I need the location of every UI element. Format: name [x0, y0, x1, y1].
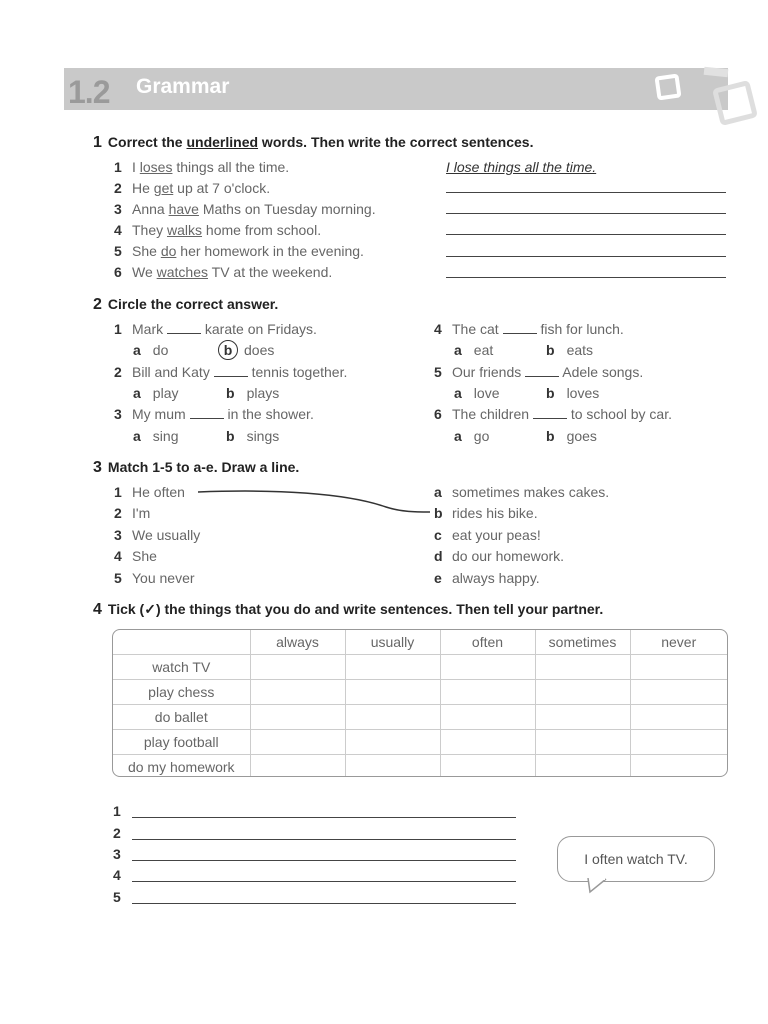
item-text: fish for lunch.	[536, 321, 624, 337]
line-number: 2	[113, 825, 121, 841]
tick-cell[interactable]	[250, 730, 345, 755]
item-text: sometimes makes cakes.	[452, 484, 610, 500]
item-text: eat your peas!	[452, 527, 541, 543]
tick-cell[interactable]	[440, 705, 535, 730]
ex2-item	[114, 320, 317, 338]
ex3-left-item[interactable]	[114, 504, 150, 522]
item-letter: a	[434, 484, 442, 500]
ex2-option-a[interactable]	[133, 384, 178, 402]
ex3-left-item[interactable]	[114, 547, 157, 565]
item-letter: b	[434, 505, 443, 521]
instruction-text: Tick (✓) the things that you do and write sentences. Then tell your partner.	[107, 601, 604, 617]
item-text: My mum	[132, 406, 190, 422]
item-text: The children	[452, 406, 533, 422]
exercise-number: 4	[93, 601, 102, 618]
item-letter: c	[434, 527, 442, 543]
ex2-option-b[interactable]	[226, 384, 279, 402]
ex2-option-a[interactable]	[133, 341, 168, 359]
item-text: She	[132, 243, 161, 259]
item-number: 2	[114, 180, 122, 196]
instruction-underlined-word: underlined	[186, 134, 259, 150]
frequency-table	[112, 629, 728, 777]
option-letter: a	[454, 428, 462, 444]
decorative-square-icon	[712, 80, 758, 126]
option-letter: b	[226, 385, 235, 401]
table-row	[113, 655, 727, 680]
answer-line[interactable]	[446, 192, 726, 193]
column-header: always	[250, 630, 345, 655]
table-row	[113, 680, 727, 705]
tick-cell[interactable]	[535, 655, 630, 680]
ex3-right-item[interactable]	[434, 483, 609, 501]
underlined-word: do	[160, 243, 177, 259]
item-text: You never	[132, 570, 195, 586]
option-text: eat	[473, 342, 494, 358]
column-header: never	[630, 630, 727, 655]
ex3-left-item[interactable]	[114, 569, 195, 587]
gap-blank	[167, 321, 201, 334]
item-text: always happy.	[452, 570, 540, 586]
item-letter: e	[434, 570, 442, 586]
ex2-option-a[interactable]	[454, 384, 499, 402]
ex2-item	[434, 405, 672, 423]
option-letter: a	[133, 385, 141, 401]
speech-bubble: I often watch TV.	[557, 836, 715, 882]
instruction-text: Circle the correct answer.	[107, 296, 279, 312]
tick-cell[interactable]	[440, 655, 535, 680]
gap-blank	[214, 364, 248, 377]
item-text: Maths on Tuesday morning.	[198, 201, 376, 217]
underlined-word: walks	[167, 222, 203, 238]
speech-bubble-tail-icon	[586, 878, 610, 894]
ex2-option-a[interactable]	[454, 341, 493, 359]
tick-cell[interactable]	[440, 755, 535, 778]
ex2-item	[114, 363, 347, 381]
row-label: play chess	[113, 680, 250, 705]
item-text: Adele songs.	[559, 364, 644, 380]
tick-cell[interactable]	[440, 680, 535, 705]
row-label: watch TV	[113, 655, 250, 680]
ex3-left-item[interactable]	[114, 483, 185, 501]
ex1-item	[114, 179, 270, 197]
item-text: do our homework.	[452, 548, 565, 564]
writing-line[interactable]	[132, 881, 516, 882]
ex1-item	[114, 221, 321, 239]
tick-cell[interactable]	[535, 755, 630, 778]
ex2-option-b[interactable]	[226, 427, 279, 445]
tick-cell[interactable]	[345, 755, 440, 778]
item-text: Mark	[132, 321, 167, 337]
tick-cell[interactable]	[630, 705, 727, 730]
ex2-option-b[interactable]	[546, 427, 597, 445]
tick-cell[interactable]	[630, 655, 727, 680]
table-row	[113, 730, 727, 755]
ex1-item	[114, 200, 376, 218]
item-number: 6	[114, 264, 122, 280]
item-letter: d	[434, 548, 443, 564]
item-text: things all the time.	[172, 159, 290, 175]
row-label: play football	[113, 730, 250, 755]
gap-blank	[190, 406, 224, 419]
instruction-text: Match 1-5 to a-e. Draw a line.	[107, 459, 300, 475]
option-text: do	[152, 342, 169, 358]
ex3-right-item[interactable]	[434, 526, 541, 544]
item-number: 1	[114, 321, 122, 337]
item-text: We usually	[132, 527, 201, 543]
option-text: does	[244, 342, 275, 358]
exercise-1-heading	[93, 133, 533, 152]
tick-cell[interactable]	[250, 655, 345, 680]
item-number: 4	[434, 321, 442, 337]
item-text: He often	[132, 484, 185, 500]
exercise-number: 3	[93, 459, 102, 476]
writing-line[interactable]	[132, 839, 516, 840]
underlined-word: loses	[139, 159, 173, 175]
ex1-item	[114, 158, 289, 176]
item-text: tennis together.	[247, 364, 348, 380]
instruction-text: words. Then write the correct sentences.	[258, 134, 534, 150]
tick-cell[interactable]	[250, 705, 345, 730]
option-letter: b	[546, 342, 555, 358]
answer-line[interactable]	[446, 234, 726, 235]
option-letter: a	[133, 342, 141, 358]
underlined-word: watches	[156, 264, 208, 280]
tick-cell[interactable]	[440, 730, 535, 755]
item-text: The cat	[452, 321, 503, 337]
item-number: 4	[114, 222, 122, 238]
item-text: I	[132, 159, 140, 175]
tick-cell[interactable]	[250, 755, 345, 778]
item-text: She	[132, 548, 157, 564]
item-text: Bill and Katy	[132, 364, 214, 380]
line-number: 5	[113, 889, 121, 905]
item-text: home from school.	[202, 222, 322, 238]
item-number: 2	[114, 364, 122, 380]
item-text: We	[132, 264, 157, 280]
item-number: 3	[114, 406, 122, 422]
item-text: in the shower.	[223, 406, 314, 422]
tick-cell[interactable]	[630, 755, 727, 778]
tick-cell[interactable]	[250, 680, 345, 705]
ex2-item	[434, 363, 643, 381]
tick-cell[interactable]	[345, 655, 440, 680]
option-text: sings	[246, 428, 280, 444]
underlined-word: have	[168, 201, 199, 217]
tick-cell[interactable]	[630, 730, 727, 755]
option-text: play	[152, 385, 179, 401]
underlined-word: get	[153, 180, 174, 196]
tick-cell[interactable]	[535, 730, 630, 755]
option-text: sing	[152, 428, 179, 444]
option-text: go	[473, 428, 490, 444]
writing-line[interactable]	[132, 817, 516, 818]
item-text: TV at the weekend.	[208, 264, 333, 280]
item-number: 5	[114, 570, 122, 586]
ex2-option-a[interactable]	[133, 427, 178, 445]
writing-line[interactable]	[132, 903, 516, 904]
ex2-option-b[interactable]	[546, 384, 599, 402]
item-number: 3	[114, 527, 122, 543]
answer-line[interactable]	[446, 213, 726, 214]
gap-blank	[503, 321, 537, 334]
row-label: do ballet	[113, 705, 250, 730]
exercise-number: 1	[93, 134, 102, 151]
item-number: 2	[114, 505, 122, 521]
option-text: loves	[566, 385, 600, 401]
tick-cell[interactable]	[535, 680, 630, 705]
table-row	[113, 755, 727, 778]
answer-line[interactable]	[446, 277, 726, 278]
row-label: do my homework	[113, 755, 250, 778]
instruction-text: Correct the	[107, 134, 187, 150]
item-number: 3	[114, 201, 122, 217]
option-letter: b	[546, 428, 555, 444]
tick-cell[interactable]	[345, 680, 440, 705]
column-header: sometimes	[535, 630, 630, 655]
exercise-number: 2	[93, 296, 102, 313]
item-number: 5	[114, 243, 122, 259]
section-number: 1.2	[68, 74, 110, 110]
ex3-left-item[interactable]	[114, 526, 200, 544]
ex3-right-item[interactable]	[434, 504, 538, 522]
option-letter: b	[226, 428, 235, 444]
circled-answer-letter: b	[218, 340, 238, 360]
item-text: Anna	[132, 201, 169, 217]
item-text: karate on Fridays.	[201, 321, 317, 337]
example-answer: I lose things all the time.	[446, 159, 597, 175]
option-text: goes	[566, 428, 597, 444]
item-text: up at 7 o'clock.	[173, 180, 271, 196]
item-number: 5	[434, 364, 442, 380]
exercise-3-heading	[93, 458, 299, 477]
item-number: 1	[114, 484, 122, 500]
item-text: They	[132, 222, 168, 238]
option-text: eats	[566, 342, 594, 358]
ex2-option-b[interactable]	[218, 340, 274, 360]
table-row	[113, 705, 727, 730]
option-text: plays	[246, 385, 280, 401]
tick-cell[interactable]	[345, 730, 440, 755]
tick-cell[interactable]	[630, 680, 727, 705]
option-letter: a	[454, 385, 462, 401]
ex3-right-item[interactable]	[434, 569, 540, 587]
tick-cell[interactable]	[535, 705, 630, 730]
table-corner-cell	[113, 630, 250, 655]
item-number: 6	[434, 406, 442, 422]
exercise-4-heading	[93, 600, 603, 619]
ex2-option-a[interactable]	[454, 427, 489, 445]
ex2-item	[434, 320, 624, 338]
item-text: Our friends	[452, 364, 526, 380]
column-header: usually	[345, 630, 440, 655]
line-number: 4	[113, 867, 121, 883]
item-text: rides his bike.	[452, 505, 538, 521]
ex1-item	[114, 263, 332, 281]
table-header-row	[113, 630, 727, 655]
matching-line	[196, 485, 432, 519]
ex2-option-b[interactable]	[546, 341, 593, 359]
exercise-2-heading	[93, 295, 278, 314]
ex2-item	[114, 405, 314, 423]
item-text: I'm	[132, 505, 151, 521]
option-letter: a	[133, 428, 141, 444]
decorative-square-icon	[654, 73, 681, 100]
item-number: 1	[114, 159, 122, 175]
ex1-item	[114, 242, 364, 260]
item-text: He	[132, 180, 154, 196]
line-number: 1	[113, 803, 121, 819]
writing-line[interactable]	[132, 860, 516, 861]
item-text: her homework in the evening.	[176, 243, 364, 259]
column-header: often	[440, 630, 535, 655]
option-letter: b	[546, 385, 555, 401]
item-number: 4	[114, 548, 122, 564]
option-letter: a	[454, 342, 462, 358]
ex3-right-item[interactable]	[434, 547, 564, 565]
option-text: love	[473, 385, 500, 401]
item-text: to school by car.	[566, 406, 672, 422]
gap-blank	[533, 406, 567, 419]
section-title: Grammar	[136, 75, 230, 98]
tick-cell[interactable]	[345, 705, 440, 730]
line-number: 3	[113, 846, 121, 862]
gap-blank	[525, 364, 559, 377]
answer-line[interactable]	[446, 256, 726, 257]
